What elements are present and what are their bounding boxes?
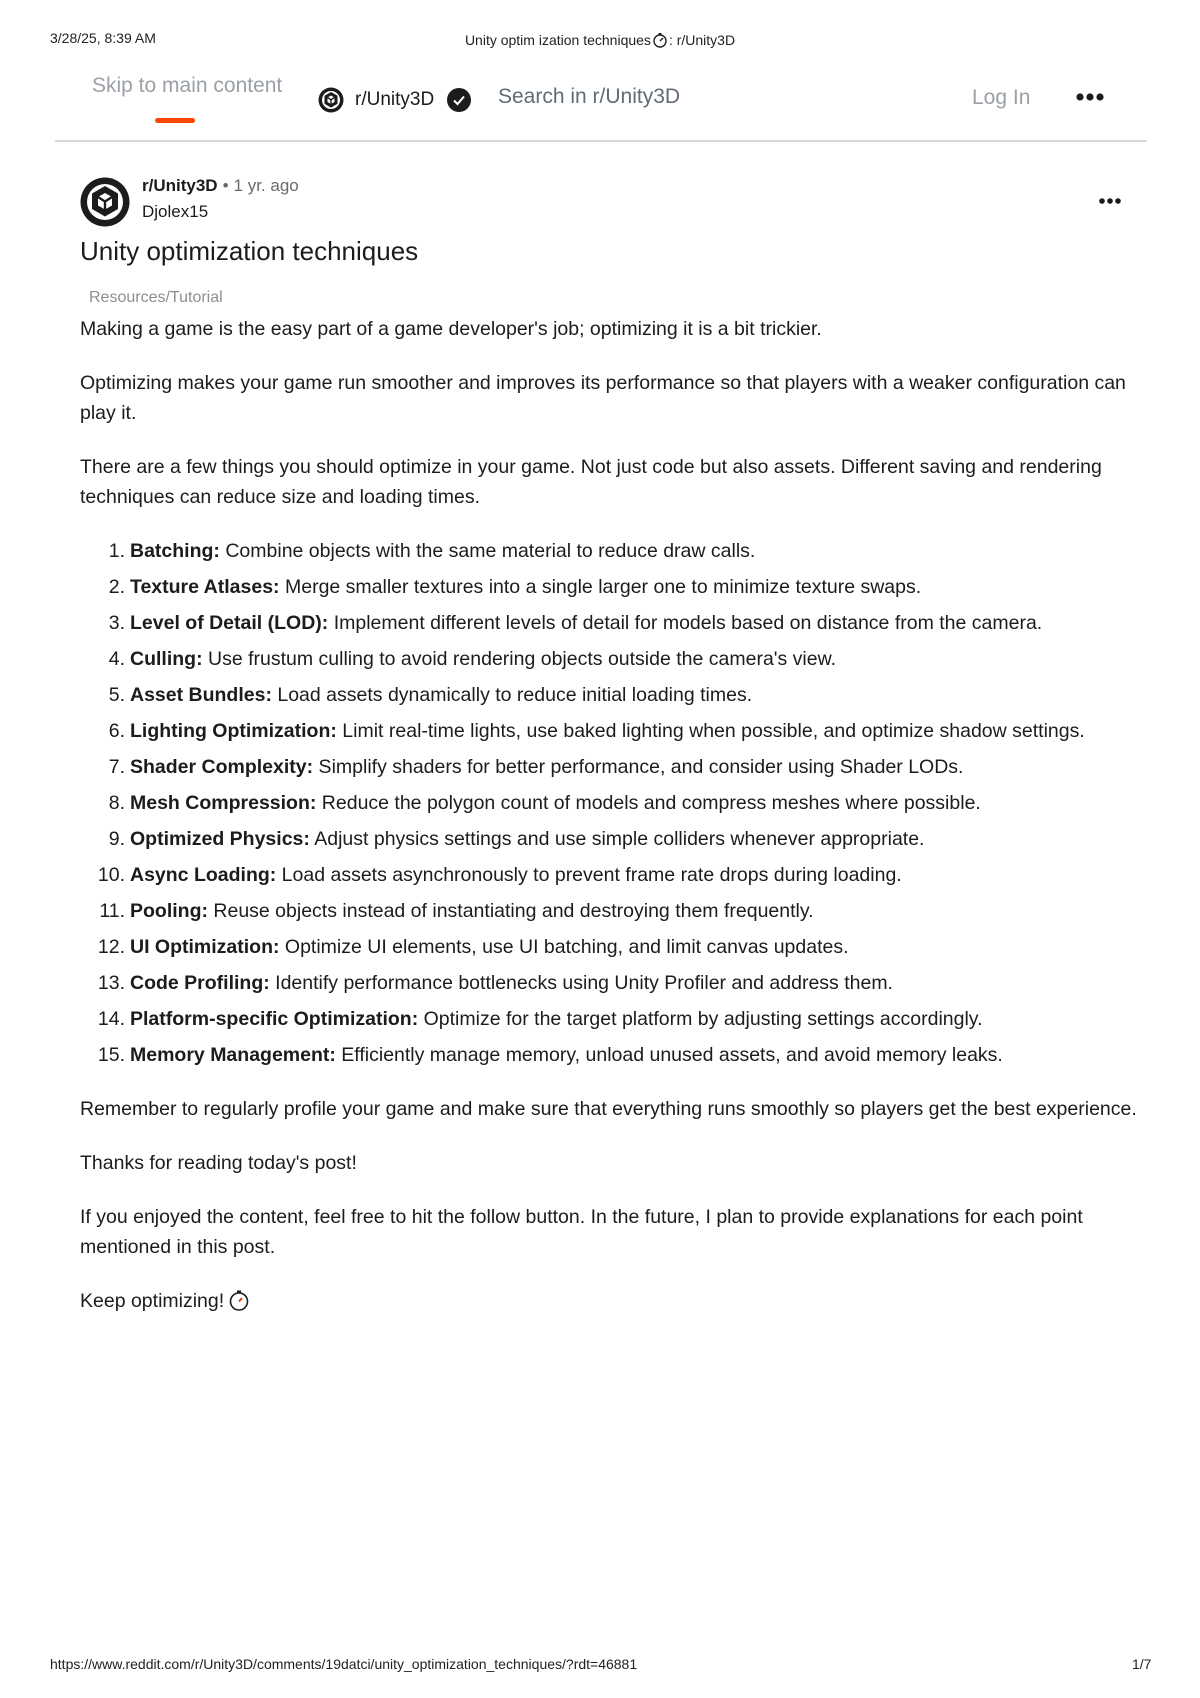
body-paragraph: Thanks for reading today's post! <box>80 1152 357 1174</box>
list-number: 13. <box>97 972 125 994</box>
list-term: Shader Complexity: <box>130 756 314 778</box>
body-paragraph: If you enjoyed the content, feel free to hit the follow button. In the future, I plan to provide explanations for each point mentioned in this post. <box>80 1206 1083 1258</box>
list-item <box>80 644 1140 674</box>
list-text: Identify performance bottlenecks using Unity Profiler and address them. <box>269 972 893 994</box>
list-number: 12. <box>97 936 125 958</box>
list-term: Optimized Physics: <box>130 828 310 850</box>
list-text: Reuse objects instead of instantiating and destroying them frequently. <box>207 900 814 922</box>
list-term: Batching: <box>130 540 220 562</box>
list-item <box>80 824 1140 854</box>
list-text: Optimize for the target platform by adjusting settings accordingly. <box>418 1008 983 1030</box>
list-term: Texture Atlases: <box>130 576 280 598</box>
list-text: Load assets asynchronously to prevent frame rate drops during loading. <box>276 864 902 886</box>
list-term: Async Loading: <box>130 864 277 886</box>
print-title-text: Unity optim ization techniques <box>464 32 651 48</box>
list-item <box>80 536 1140 566</box>
list-term: Level of Detail (LOD): <box>130 612 329 634</box>
post-author-link[interactable]: Djolex15 <box>142 202 209 221</box>
list-number: 10. <box>97 864 125 886</box>
list-text: Merge smaller textures into a single larger one to minimize texture swaps. <box>279 576 922 598</box>
list-number: 4. <box>108 648 125 670</box>
body-paragraph: Making a game is the easy part of a game developer's job; optimizing it is a bit trickier. <box>80 318 822 340</box>
stopwatch-icon <box>652 32 668 48</box>
stopwatch-icon <box>228 1289 250 1311</box>
list-text: Efficiently manage memory, unload unused assets, and avoid memory leaks. <box>335 1044 1003 1066</box>
print-header <box>0 30 1200 52</box>
top-nav <box>55 68 1147 142</box>
list-term: Lighting Optimization: <box>130 720 337 742</box>
list-term: Memory Management: <box>130 1044 336 1066</box>
list-number: 14. <box>97 1008 125 1030</box>
nav-subreddit-name: r/Unity3D <box>355 89 435 110</box>
list-text: Simplify shaders for better performance, and consider using Shader LODs. <box>313 756 964 778</box>
list-number: 15. <box>97 1044 125 1066</box>
list-item <box>80 752 1140 782</box>
list-item <box>80 572 1140 602</box>
nav-subreddit[interactable] <box>318 85 472 115</box>
closing-text: Keep optimizing! <box>80 1290 225 1312</box>
list-item <box>80 716 1140 746</box>
list-item <box>80 608 1140 638</box>
list-text: Combine objects with the same material to reduce draw calls. <box>219 540 756 562</box>
print-title-suffix: : r/Unity3D <box>668 32 736 48</box>
list-term: Pooling: <box>130 900 208 922</box>
list-item <box>80 968 1140 998</box>
post-meta <box>142 176 299 196</box>
search-input[interactable]: Search in r/Unity3D <box>498 85 681 108</box>
print-url: https://www.reddit.com/r/Unity3D/comments/19datci/unity_optimization_techniques/?rdt=46881 <box>50 1656 638 1672</box>
closing-line <box>80 1286 1140 1316</box>
meta-separator: • <box>222 176 229 195</box>
list-text: Load assets dynamically to reduce initial loading times. <box>271 684 753 706</box>
list-term: Culling: <box>130 648 203 670</box>
list-item <box>80 1040 1140 1070</box>
optimization-list <box>80 536 1140 1070</box>
list-number: 7. <box>108 756 125 778</box>
list-number: 8. <box>108 792 125 814</box>
post-body <box>80 314 1140 1340</box>
print-page-number: 1/7 <box>1132 1656 1152 1672</box>
list-text: Use frustum culling to avoid rendering objects outside the camera's view. <box>202 648 837 670</box>
print-page-title <box>0 32 1200 48</box>
list-text: Optimize UI elements, use UI batching, and limit canvas updates. <box>279 936 849 958</box>
post-title: Unity optimization techniques <box>80 236 419 266</box>
list-text: Limit real-time lights, use baked lighting when possible, and optimize shadow settings. <box>336 720 1085 742</box>
body-paragraph: Remember to regularly profile your game and make sure that everything runs smoothly so players get the best experience. <box>80 1098 1137 1120</box>
list-term: Mesh Compression: <box>130 792 317 814</box>
unity-logo-icon <box>318 87 344 113</box>
list-term: Code Profiling: <box>130 972 270 994</box>
print-date: 3/28/25, 8:39 AM <box>50 30 156 46</box>
unity-logo-icon[interactable] <box>80 177 130 227</box>
verified-badge-icon <box>446 87 472 113</box>
focus-indicator <box>155 118 195 123</box>
list-item <box>80 896 1140 926</box>
list-item <box>80 680 1140 710</box>
list-item <box>80 860 1140 890</box>
list-item <box>80 1004 1140 1034</box>
list-item <box>80 932 1140 962</box>
list-term: Asset Bundles: <box>130 684 272 706</box>
list-number: 11. <box>99 900 125 922</box>
list-number: 1. <box>108 540 125 562</box>
more-horizontal-icon[interactable] <box>1098 196 1122 206</box>
post-flair[interactable]: Resources/Tutorial <box>89 289 223 306</box>
body-paragraph: Optimizing makes your game run smoother and improves its performance so that players with a weaker configuration can play it. <box>80 372 1126 424</box>
list-number: 9. <box>108 828 125 850</box>
more-horizontal-icon[interactable] <box>1075 90 1105 104</box>
list-text: Reduce the polygon count of models and compress meshes where possible. <box>316 792 981 814</box>
list-number: 2. <box>108 576 125 598</box>
list-number: 5. <box>108 684 125 706</box>
body-paragraph: There are a few things you should optimize in your game. Not just code but also assets. Different saving and rendering techniques can reduce size and loading times. <box>80 456 1102 508</box>
skip-to-main-link[interactable]: Skip to main content <box>92 74 283 97</box>
post-subreddit-link[interactable]: r/Unity3D <box>142 176 218 195</box>
list-term: UI Optimization: <box>130 936 280 958</box>
list-number: 6. <box>108 720 125 742</box>
post-timestamp: 1 yr. ago <box>233 176 299 195</box>
list-text: Adjust physics settings and use simple colliders whenever appropriate. <box>309 828 925 850</box>
list-item <box>80 788 1140 818</box>
list-number: 3. <box>108 612 125 634</box>
list-term: Platform-specific Optimization: <box>130 1008 419 1030</box>
list-text: Implement different levels of detail for models based on distance from the camera. <box>328 612 1043 634</box>
login-button[interactable]: Log In <box>972 86 1031 109</box>
